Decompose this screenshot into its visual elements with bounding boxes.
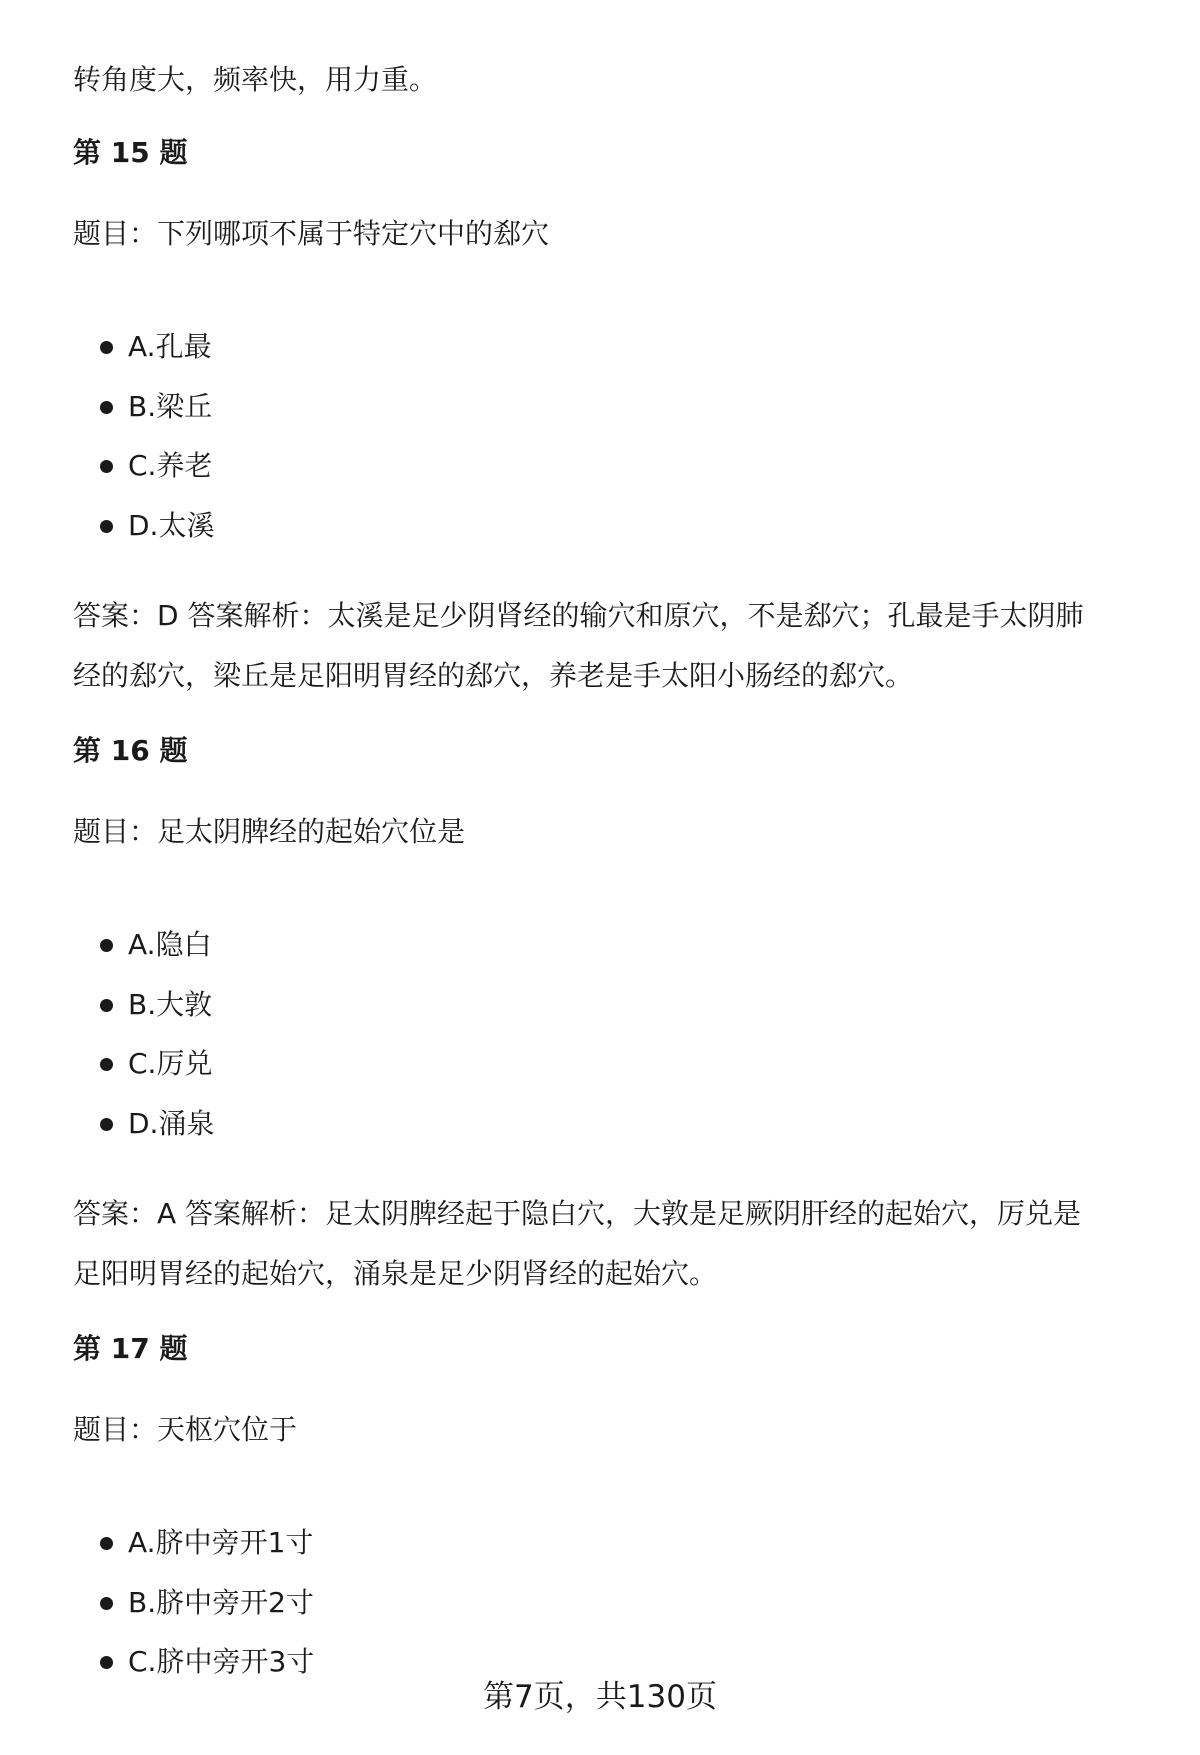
option-item: D.太溪 — [128, 509, 215, 542]
question-heading: 第 16 题 — [73, 734, 188, 767]
answer-explanation-line: 经的郄穴，梁丘是足阳明胃经的郄穴，养老是手太阳小肠经的郄穴。 — [73, 659, 914, 692]
question-text: 题目：天枢穴位于 — [73, 1413, 298, 1446]
answer-explanation-line: 答案：D 答案解析：太溪是足少阴肾经的输穴和原穴，不是郄穴；孔最是手太阴肺 — [73, 599, 1084, 632]
bullet-icon — [100, 999, 113, 1012]
option-item: C.脐中旁开3寸 — [128, 1645, 315, 1678]
bullet-icon — [100, 1118, 113, 1131]
question-text: 题目：足太阴脾经的起始穴位是 — [73, 815, 466, 848]
page-number-footer: 第7页，共130页 — [483, 1679, 717, 1715]
answer-explanation-line: 足阳明胃经的起始穴，涌泉是足少阴肾经的起始穴。 — [73, 1257, 718, 1290]
bullet-icon — [100, 1597, 113, 1610]
question-text: 题目：下列哪项不属于特定穴中的郄穴 — [73, 217, 550, 250]
option-item: D.涌泉 — [128, 1107, 215, 1140]
option-item: C.厉兑 — [128, 1047, 213, 1080]
question-heading: 第 15 题 — [73, 136, 188, 169]
bullet-icon — [100, 1058, 113, 1071]
option-item: B.梁丘 — [128, 390, 213, 423]
option-item: C.养老 — [128, 449, 213, 482]
option-item: A.孔最 — [128, 330, 212, 363]
bullet-icon — [100, 939, 113, 952]
previous-answer-tail: 转角度大，频率快，用力重。 — [73, 63, 438, 96]
question-heading: 第 17 题 — [73, 1332, 188, 1365]
option-item: B.脐中旁开2寸 — [128, 1586, 314, 1619]
option-item: A.隐白 — [128, 928, 212, 961]
option-item: B.大敦 — [128, 988, 213, 1021]
bullet-icon — [100, 341, 113, 354]
bullet-icon — [100, 401, 113, 414]
bullet-icon — [100, 1537, 113, 1550]
bullet-icon — [100, 520, 113, 533]
bullet-icon — [100, 460, 113, 473]
option-item: A.脐中旁开1寸 — [128, 1526, 314, 1559]
answer-explanation-line: 答案：A 答案解析：足太阴脾经起于隐白穴，大敦是足厥阴肝经的起始穴，厉兑是 — [73, 1197, 1082, 1230]
bullet-icon — [100, 1656, 113, 1669]
